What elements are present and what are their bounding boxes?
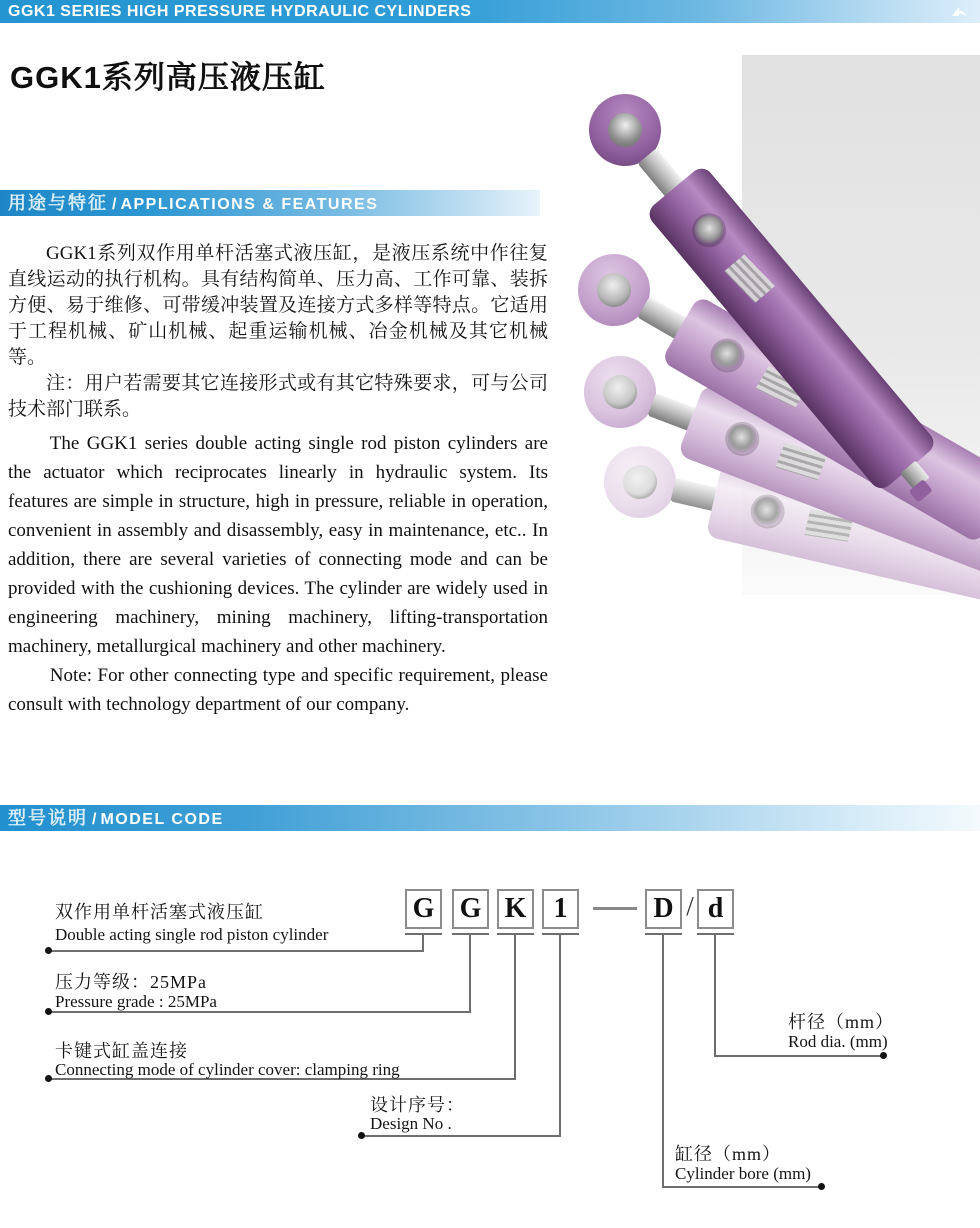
label-design-no-zh: 设计序号：: [370, 1095, 465, 1115]
top-banner: [0, 0, 980, 23]
connector-stem: [559, 933, 561, 1137]
label-connecting-mode-zh: 卡键式缸盖连接: [55, 1041, 188, 1061]
cylinder-eye-ring: [565, 241, 663, 339]
label-rod-dia-zh: 杆径（mm）: [788, 1012, 895, 1032]
leader-dot: [880, 1052, 887, 1059]
label-cylinder-bore-zh: 缸径（mm）: [675, 1144, 782, 1164]
leader-dot: [358, 1132, 365, 1139]
paragraph-english-description: The GGK1 series double acting single rod piston cylinders are the actuator which reciprocates linearly in hydraulic system. Its features are simple in structure, high in pressure, reliable in operation, convenient in assembly and disassembly, easy in maintenance, etc.. In addition, there are several varieties of connecting mode and can be provided with the cushioning devices. The cylinder are widely used in engineering machinery, mining machinery, lifting-transportation machinery, metallurgical machinery and other machinery.: [8, 433, 548, 657]
code-box-g1: G: [405, 889, 442, 929]
code-slash: /: [686, 891, 694, 921]
code-dash: [593, 907, 637, 910]
leader-dot: [45, 947, 52, 954]
heading-separator: /: [112, 196, 117, 213]
section-heading-applications: [0, 190, 540, 216]
leader-line: [714, 1055, 885, 1057]
label-pressure-grade-en: Pressure grade : 25MPa: [55, 992, 217, 1011]
paragraph-chinese-description: GGK1系列双作用单杆活塞式液压缸，是液压系统中作往复直线运动的执行机构。具有结构简单、压力高、工作可靠、装拆方便、易于维修、可带缓冲装置及连接方式多样等特点。它适用于工程机械、矿山机械、起重运输机械、冶金机械及其它机械等。: [8, 243, 548, 368]
heading-zh: 用途与特征: [8, 193, 108, 213]
page-curl-icon: [950, 4, 968, 19]
label-design-no-en: Design No .: [370, 1114, 452, 1133]
label-rod-dia-en: Rod dia. (mm): [788, 1032, 888, 1051]
code-box-1: 1: [542, 889, 579, 929]
paragraph-english-note: Note: For other connecting type and specific requirement, please consult with technology department of our company.: [8, 665, 548, 715]
body-text-column: [8, 241, 548, 719]
leader-line: [362, 1135, 561, 1137]
leader-dot: [818, 1183, 825, 1190]
leader-dot: [45, 1075, 52, 1082]
heading-en: APPLICATIONS & FEATURES: [120, 196, 379, 213]
cylinder-eye-ring: [573, 345, 666, 438]
connector-stem: [662, 933, 664, 1188]
heading-en: MODEL CODE: [100, 811, 224, 828]
label-connecting-mode-en: Connecting mode of cylinder cover: clamping ring: [55, 1060, 400, 1079]
code-box-d-upper: D: [645, 889, 682, 929]
connector-stem: [469, 933, 471, 1013]
label-double-acting-zh: 双作用单杆活塞式液压缸: [55, 902, 264, 922]
code-box-g2: G: [452, 889, 489, 929]
label-cylinder-bore-en: Cylinder bore (mm): [675, 1164, 811, 1183]
connector-stem: [514, 933, 516, 1080]
label-double-acting-en: Double acting single rod piston cylinder: [55, 925, 329, 944]
product-photo: [565, 50, 980, 610]
banner-title: GGK1 SERIES HIGH PRESSURE HYDRAULIC CYLINDERS: [8, 3, 472, 20]
heading-zh: 型号说明: [8, 808, 88, 828]
paragraph-chinese-note: 注：用户若需要其它连接形式或有其它特殊要求，可与公司技术部门联系。: [8, 373, 548, 420]
connector-stem: [714, 933, 716, 1057]
label-pressure-grade-zh: 压力等级：25MPa: [55, 972, 208, 992]
code-box-k: K: [497, 889, 534, 929]
code-box-d-lower: d: [697, 889, 734, 929]
page-title: GGK1系列高压液压缸: [10, 60, 326, 95]
leader-line: [662, 1186, 823, 1188]
leader-line: [49, 950, 424, 952]
heading-separator: /: [92, 811, 97, 828]
leader-dot: [45, 1008, 52, 1015]
section-heading-model-code: [0, 805, 980, 831]
